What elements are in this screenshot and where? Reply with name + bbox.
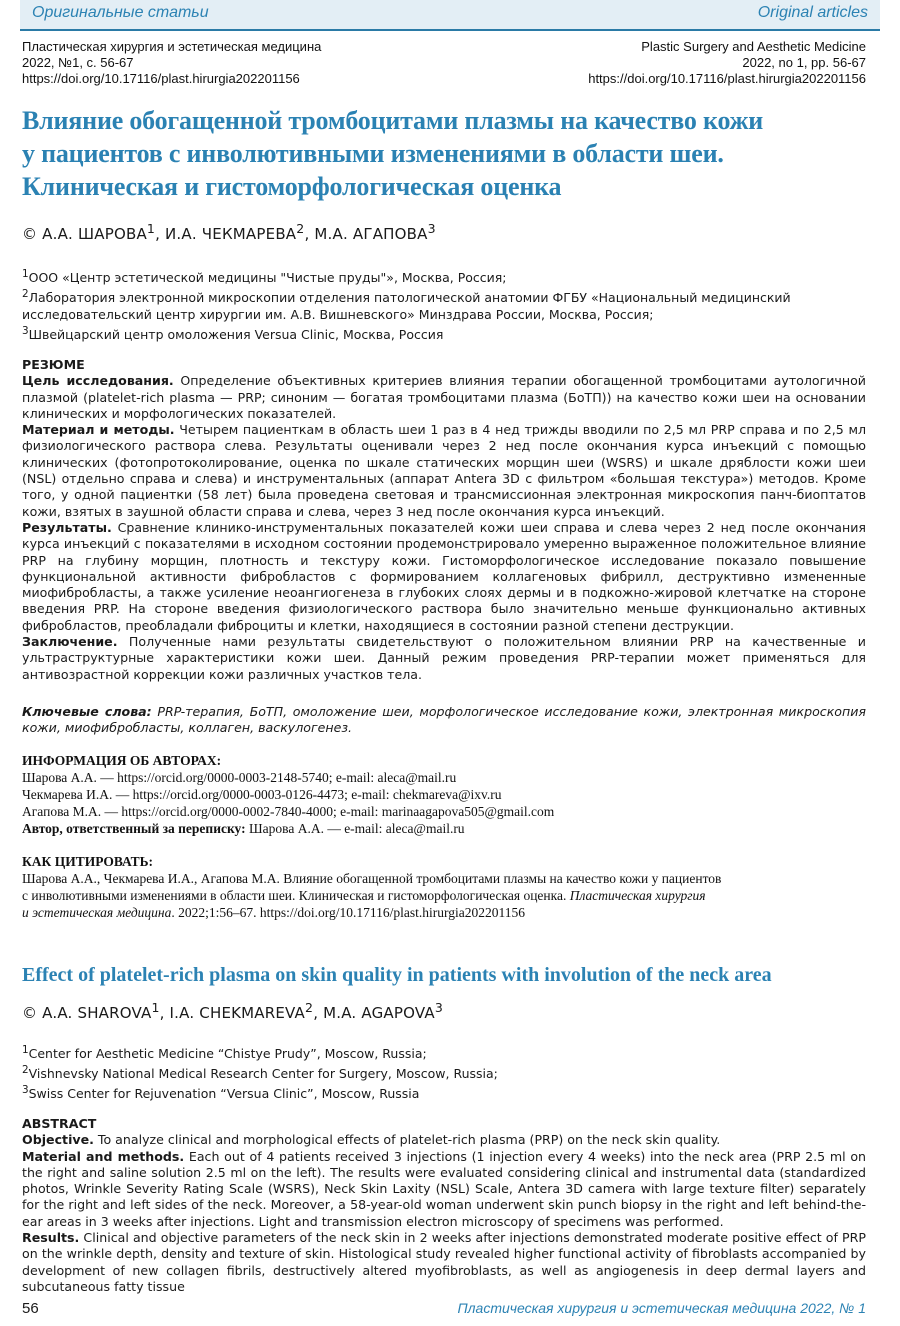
- section-label-ru: Оригинальные статьи: [32, 4, 209, 21]
- title-ru-line: у пациентов с инволютивными изменениями в области шеи.: [22, 139, 724, 168]
- author-info-line: Агапова М.А. — https://orcid.org/0000-0002-7840-4000; e-mail: marinaagapova505@gmail.com: [22, 804, 555, 819]
- citation-heading: КАК ЦИТИРОВАТЬ:: [22, 854, 154, 869]
- citation-line: Шарова А.А., Чекмарева И.А., Агапова М.А. Влияние обогащенной тромбоцитами плазмы на качество кожи у пациентов: [22, 871, 722, 886]
- abstract-objective-ru: Цель исследования. Определение объективных критериев влияния терапии обогащенной тромбоцитами аутологичной плазмой (platelet-rich plasma — PRP; синоним — богатая тромбоцитами плазма (БоТП)) на качество кожи шеи на основании клинических и морфологических показателей.: [22, 373, 866, 421]
- affiliations-ru: [22, 266, 862, 343]
- author-info-heading: ИНФОРМАЦИЯ ОБ АВТОРАХ:: [22, 753, 222, 768]
- abstract-ru: [22, 357, 866, 683]
- journal-name-ru: Пластическая хирургия и эстетическая медицина: [22, 39, 322, 54]
- journal-name-en: Plastic Surgery and Aesthetic Medicine: [641, 39, 866, 54]
- journal-issue-en: 2022, no 1, pp. 56-67: [742, 55, 866, 70]
- abstract-conclusion-ru: Заключение. Полученные нами результаты свидетельствуют о положительном влиянии PRP на качественные и ультраструктурные характеристики кожи шеи. Данный режим проведения PRP-терапии может применяться для антивозрастной коррекции кожи различных участков тела.: [22, 634, 866, 682]
- article-title-ru: [22, 104, 842, 203]
- authors-ru: © А.А. ШАРОВА$^1$, И.А. ЧЕКМАРЕВА$^2$, М.А. АГАПОВА$^3$: [22, 221, 436, 243]
- affiliation-item: $^1$Center for Aesthetic Medicine “Chistye Prudy”, Moscow, Russia;: [22, 1044, 427, 1062]
- corresponding-author: Автор, ответственный за переписку: Шарова А.А. — e-mail: aleca@mail.ru: [22, 821, 465, 836]
- affiliation-item: $^3$Swiss Center for Rejuvenation “Versua Clinic”, Moscow, Russia: [22, 1084, 420, 1102]
- author-info-line: Шарова А.А. — https://orcid.org/0000-0003-2148-5740; e-mail: aleca@mail.ru: [22, 770, 457, 785]
- journal-doi-en[interactable]: https://doi.org/10.17116/plast.hirurgia202201156: [588, 71, 866, 86]
- section-header-band: [20, 0, 880, 31]
- citation-block: [22, 853, 862, 921]
- abstract-heading-ru: РЕЗЮМЕ: [22, 357, 85, 372]
- affiliation-item: $^3$Швейцарский центр омоложения Versua Clinic, Москва, Россия: [22, 325, 444, 343]
- affiliations-en: [22, 1042, 862, 1102]
- abstract-results-ru: Результаты. Сравнение клинико-инструментальных показателей кожи шеи справа и слева через 2 нед после окончания курса инъекций с показателями в исходном состоянии продемонстрировало умеренно выраженное положительное влияние PRP на глубину морщин, плотность и текстуру кожи. Гистоморфологическое исследование показало повышение функциональной активности фибробластов с формированием коллагеновых фибрилл, деструктивно измененные миофибробласты, а также усиление неоангиогенеза в глубоких слоях дермы и в подкожно-жировой клетчатке на стороне введения PRP. На стороне введения физиологического раствора было значительно меньше функционально активных фибробластов, преобладали фиброциты и клетки, находящиеся в состоянии разной степени деструкции.: [22, 519, 866, 633]
- author-info-line: Чекмарева И.А. — https://orcid.org/0000-0003-0126-4473; e-mail: chekmareva@ixv.ru: [22, 787, 502, 802]
- title-ru-line: Влияние обогащенной тромбоцитами плазмы на качество кожи: [22, 106, 764, 135]
- author-info: [22, 752, 862, 837]
- affiliation-item: $^1$ООО «Центр эстетической медицины "Чистые пруды"», Москва, Россия;: [22, 268, 507, 286]
- section-label-en: Original articles: [757, 4, 868, 21]
- abstract-methods-ru: Материал и методы. Четырем пациенткам в область шеи 1 раз в 4 нед трижды вводили по 2,5 мл PRP справа и по 2,5 мл физиологического раствора слева. Результаты оценивали через 2 нед после окончания курса инъекций с помощью клинических (фотопротоколирование, оценка по шкале статических морщин шеи (WSRS) и шкале дряблости кожи шеи (NSL) отдельно справа и слева) и инструментальных (аппарат Antera 3D с фильтром «большая текстура») методов. Кроме того, у одной пациентки (58 лет) была проведена световая и трансмиссионная электронная микроскопия панч-биоптатов кожи, взятых в заушной области справа и слева, через 3 нед после окончания курса инъекций.: [22, 422, 866, 519]
- affiliation-item: $^2$Vishnevsky National Medical Research Center for Surgery, Moscow, Russia;: [22, 1064, 498, 1082]
- journal-doi-ru[interactable]: https://doi.org/10.17116/plast.hirurgia202201156: [22, 71, 300, 86]
- abstract-heading-en: ABSTRACT: [22, 1116, 97, 1131]
- abstract-objective-en: Objective. To analyze clinical and morphological effects of platelet-rich plasma (PRP) on the neck skin quality.: [22, 1132, 721, 1148]
- journal-info-ru: [22, 39, 321, 87]
- title-ru-line: Клиническая и гистоморфологическая оценка: [22, 172, 562, 201]
- abstract-methods-en: Material and methods. Each out of 4 patients received 3 injections (1 injection every 4 weeks) into the neck area (PRP 2.5 ml on the right and saline solution 2.5 ml on the left). The results were evaluated considering clinical and instrumental data (standardized photos, Wrinkle Severity Rating Scale (WSRS), Neck Skin Laxity (NSL) Scale, Antera 3D camera with large texture filter) separately for the right and left sides of the neck. Moreover, a 58-year-old woman underwent skin punch biopsy in the right and left behind-the-ear areas in 3 weeks after injections. Light and transmission electron microscopy of specimens was performed.: [22, 1148, 867, 1229]
- abstract-en: [22, 1116, 866, 1295]
- journal-issue-ru: 2022, №1, с. 56-67: [22, 55, 134, 70]
- affiliation-item: $^2$Лаборатория электронной микроскопии отделения патологической анатомии ФГБУ «Национальный медицинский исследовательский центр хирургии им. А.В. Вишневского» Минздрава России, Москва, Россия;: [22, 288, 791, 323]
- page-number: 56: [22, 1300, 39, 1317]
- footer-journal-name: Пластическая хирургия и эстетическая медицина 2022, № 1: [457, 1300, 866, 1316]
- keywords-ru: Ключевые слова: PRP-терапия, БоТП, омоложение шеи, морфологическое исследование кожи, электронная микроскопия кожи, миофибробласты, коллаген, васкулогенез.: [22, 704, 866, 736]
- citation-line: с инволютивными изменениями в области шеи. Клиническая и гистоморфологическая оценка. Пластическая хирургия: [22, 888, 706, 903]
- citation-line: и эстетическая медицина. 2022;1:56–67. https://doi.org/10.17116/plast.hirurgia202201156: [22, 905, 526, 920]
- journal-info-en: [588, 39, 866, 87]
- authors-en: © A.A. SHAROVA$^1$, I.A. CHEKMAREVA$^2$, M.A. AGAPOVA$^3$: [22, 1000, 443, 1022]
- abstract-results-en: Results. Clinical and objective parameters of the neck skin in 2 weeks after injections demonstrated moderate positive effect of PRP on the wrinkle depth, density and texture of skin. Histological study revealed higher functional activity of fibroblasts accompanied by development of new collagen fibrils, destructively altered myofibroblasts, as well as angiogenesis in deep dermal layers and subcutaneous fatty tissue: [22, 1230, 866, 1294]
- article-title-en: Effect of platelet-rich plasma on skin quality in patients with involution of the neck area: [22, 964, 772, 986]
